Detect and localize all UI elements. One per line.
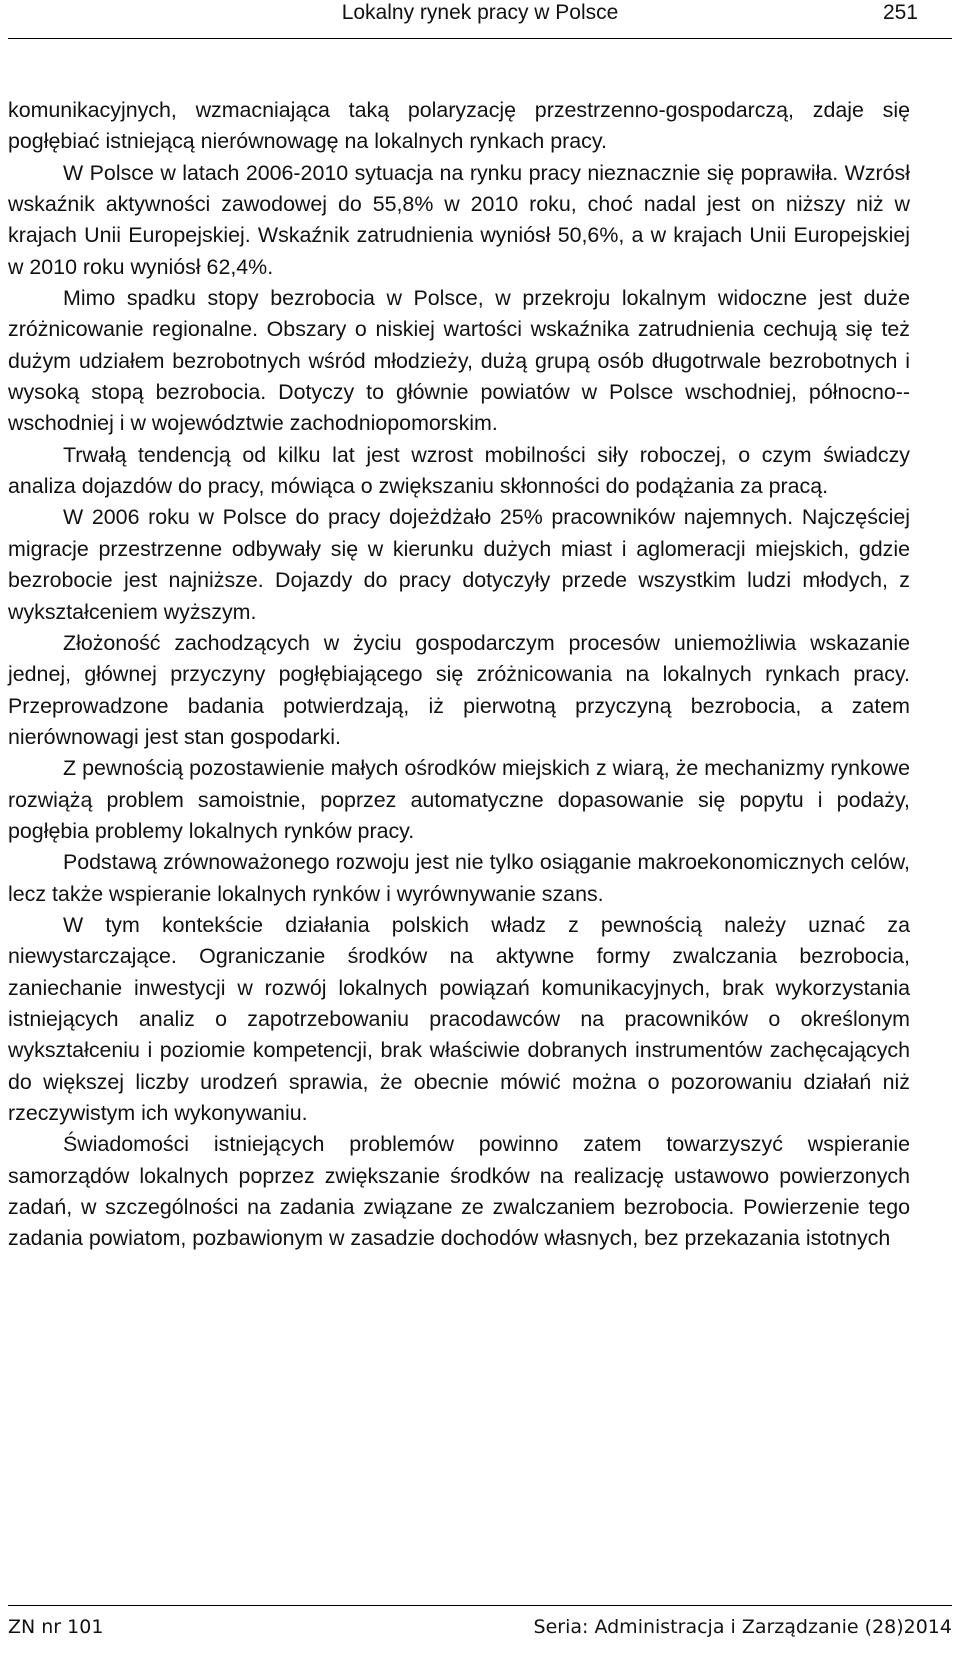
paragraph: W Polsce w latach 2006-2010 sytuacja na rynku pracy nieznacznie się poprawiła. Wzrósł wskaźnik aktywności zawodowej do 55,8% w 2010 roku, choć nadal jest on niższy niż w krajach Unii Europejskiej. Wskaźnik zatrudnienia wyniósł 50,6%, a w krajach Unii Europejskiej w 2010 roku wyniósł 62,4%. (8, 160, 910, 279)
paragraph: Świadomości istniejących problemów powinno zatem towarzyszyć wspieranie samorządów lokalnych poprzez zwiększanie środków na realizację ustawowo powierzonych zadań, w szczególności na zadania związane ze zwalczaniem bezrobocia. Powierzenie tego zadania powiatom, pozbawionym w zasadzie dochodów własnych, bez przekazania istotnych (8, 1132, 910, 1251)
body-text (8, 95, 910, 1255)
paragraph: Mimo spadku stopy bezrobocia w Polsce, w przekroju lokalnym widoczne jest duże zróżnicowanie regionalne. Obszary o niskiej wartości wskaźnika zatrudnienia cechują się też dużym udziałem bezrobotnych wśród młodzieży, dużą grupą osób długotrwale bezrobotnych i wysoką stopą bezrobocia. Dotyczy to głównie powiatów w Polsce wschodniej, północno--wschodniej i w województwie zachodniopomorskim. (8, 286, 910, 436)
page-footer (0, 1605, 960, 1653)
journal-series: Seria: Administracja i Zarządzanie (28)2014 (533, 1616, 952, 1638)
paragraph: W tym kontekście działania polskich władz z pewnością należy uznać za niewystarczające. Ograniczanie środków na aktywne formy zwalczania bezrobocia, zaniechanie inwestycji w rozwój lokalnych powiązań komunikacyjnych, brak wykorzystania istniejących analiz o zapotrzebowaniu pracodawców na pracowników o określonym wykształceniu i poziomie kompetencji, brak właściwie dobranych instrumentów zachęcających do większej liczby urodzeń sprawia, że obecnie mówić można o pozorowaniu działań niż rzeczywistym ich wykonywaniu. (8, 912, 910, 1125)
paragraph: Trwałą tendencją od kilku lat jest wzrost mobilności siły roboczej, o czym świadczy analiza dojazdów do pracy, mówiąca o zwiększaniu skłonności do podążania za pracą. (8, 442, 910, 499)
footer-rule (8, 1605, 952, 1606)
running-title: Lokalny rynek pracy w Polsce (341, 1, 619, 24)
paragraph-continued: komunikacyjnych, wzmacniająca taką polaryzację przestrzenno-gospodarczą, zdaje się pogłębiać istniejącą nierównowagę na lokalnych rynkach pracy. (8, 98, 910, 154)
page-header (0, 0, 960, 40)
paragraph: Z pewnością pozostawienie małych ośrodków miejskich z wiarą, że mechanizmy rynkowe rozwiążą problem samoistnie, poprzez automatyczne dopasowanie się popytu i podaży, pogłębia problemy lokalnych rynków pracy. (8, 756, 910, 843)
paragraph: Złożoność zachodzących w życiu gospodarczym procesów uniemożliwia wskazanie jednej, głównej przyczyny pogłębiającego się zróżnicowania na lokalnych rynkach pracy. Przeprowadzone badania potwierdzają, iż pierwotną przyczyną bezrobocia, a zatem nierównowagi jest stan gospodarki. (8, 630, 910, 749)
header-rule (8, 38, 952, 39)
page-number: 251 (882, 1, 918, 24)
journal-issue: ZN nr 101 (8, 1616, 104, 1638)
paragraph: W 2006 roku w Polsce do pracy dojeżdżało 25% pracowników najemnych. Najczęściej migracje przestrzenne odbywały się w kierunku dużych miast i aglomeracji miejskich, gdzie bezrobocie jest najniższe. Dojazdy do pracy dotyczyły przede wszystkim ludzi młodych, z wykształceniem wyższym. (8, 505, 910, 624)
paragraph: Podstawą zrównoważonego rozwoju jest nie tylko osiąganie makroekonomicznych celów, lecz także wspieranie lokalnych rynków i wyrównywanie szans. (8, 850, 910, 906)
